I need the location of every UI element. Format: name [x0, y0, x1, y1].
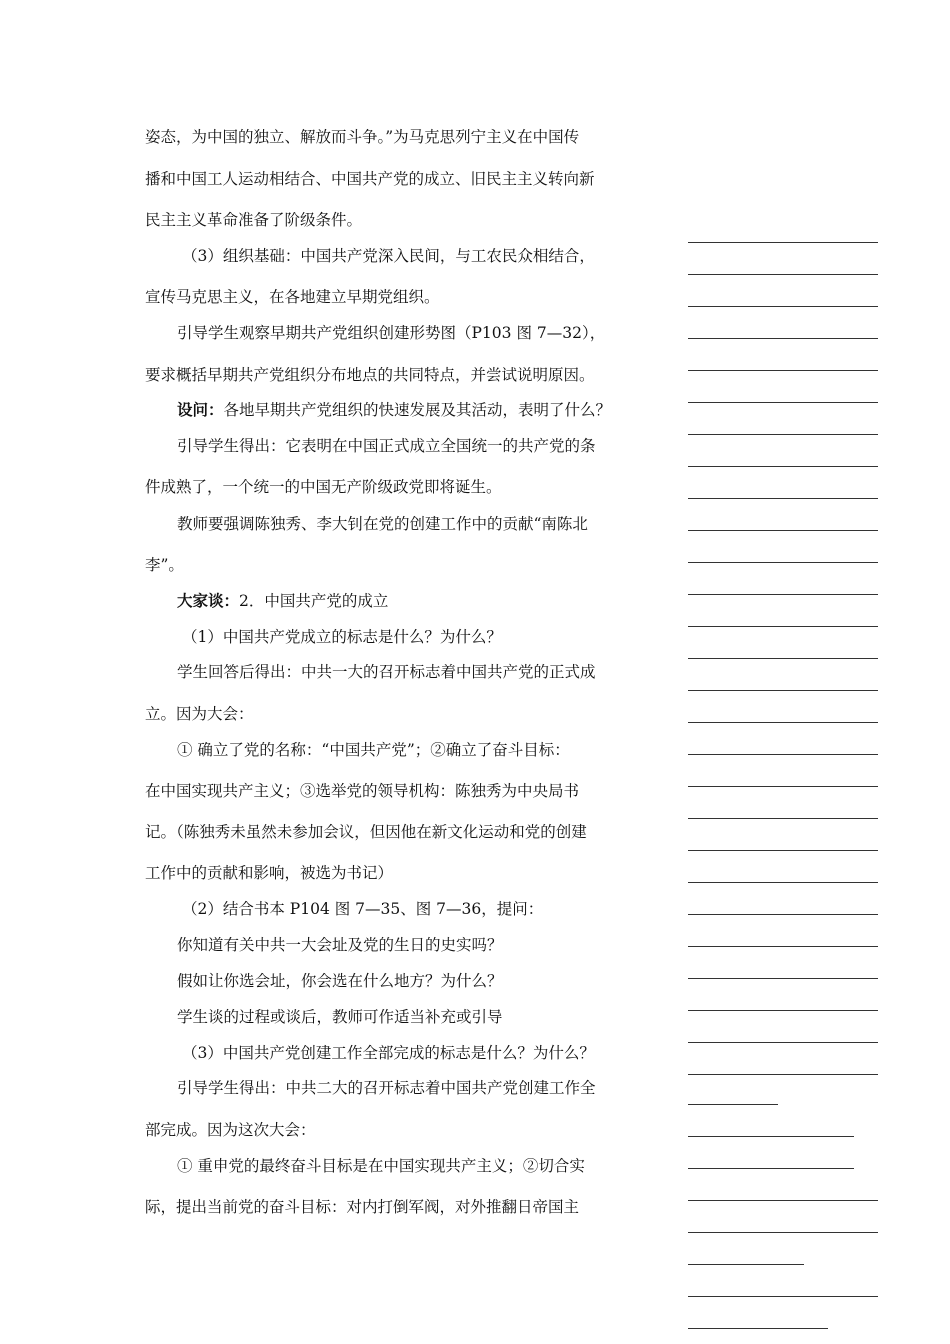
note-line — [688, 562, 878, 563]
text-line: （3）组织基础：中国共产党深入民间，与工农民众相结合， — [182, 247, 595, 265]
text-line: 播和中国工人运动相结合、中国共产党的成立、旧民主主义转向新 — [145, 170, 595, 188]
text-line — [177, 400, 611, 420]
text-line: 际，提出当前党的奋斗目标：对内打倒军阀，对外推翻日帝国主 — [145, 1198, 580, 1216]
text-line: 引导学生观察早期共产党组织创建形势图（P103 图 7—32）， — [177, 324, 606, 342]
note-line — [688, 690, 878, 691]
note-line — [688, 594, 878, 595]
note-line — [688, 754, 878, 755]
text-line: 李”。 — [145, 556, 184, 574]
note-line — [688, 1168, 854, 1169]
note-line — [688, 1010, 878, 1011]
note-line — [688, 882, 878, 883]
text-line: （3）中国共产党创建工作全部完成的标志是什么？为什么？ — [182, 1044, 595, 1062]
note-line — [688, 306, 878, 307]
text-line: 立。因为大会： — [145, 705, 254, 723]
text-line: 引导学生得出：它表明在中国正式成立全国统一的共产党的条 — [177, 437, 596, 455]
text-line: 引导学生得出：中共二大的召开标志着中国共产党创建工作全 — [177, 1079, 596, 1097]
text-line: （2）结合书本 P104 图 7—35、图 7—36，提问： — [182, 900, 544, 918]
text-line: 你知道有关中共一大会址及党的生日的史实吗？ — [177, 936, 503, 954]
note-line — [688, 1042, 878, 1043]
text-line: 姿态，为中国的独立、解放而斗争。”为马克思列宁主义在中国传 — [145, 128, 580, 146]
text-line: 假如让你选会址，你会选在什么地方？为什么？ — [177, 972, 503, 990]
note-line — [688, 850, 878, 851]
text-line: 民主主义革命准备了阶级条件。 — [145, 211, 363, 229]
note-line — [688, 402, 878, 403]
note-line — [688, 658, 878, 659]
text-line: 学生回答后得出：中共一大的召开标志着中国共产党的正式成 — [177, 663, 596, 681]
note-line — [688, 370, 878, 371]
note-line — [688, 914, 878, 915]
text-line: 宣传马克思主义，在各地建立早期党组织。 — [145, 288, 440, 306]
text-line: （1）中国共产党成立的标志是什么？为什么？ — [182, 628, 502, 646]
text-line: 件成熟了，一个统一的中国无产阶级政党即将诞生。 — [145, 478, 502, 496]
note-line — [688, 338, 878, 339]
note-line — [688, 626, 878, 627]
note-line — [688, 818, 878, 819]
note-line — [688, 1296, 878, 1297]
text-line: 在中国实现共产主义；③选举党的领导机构：陈独秀为中央局书 — [145, 782, 580, 800]
note-line — [688, 1232, 878, 1233]
note-line — [688, 1136, 854, 1137]
note-line — [688, 978, 878, 979]
text-line: 学生谈的过程或谈后，教师可作适当补充或引导 — [177, 1008, 503, 1026]
text-line — [177, 591, 388, 611]
note-line — [688, 1328, 828, 1329]
note-line — [688, 786, 878, 787]
text-line: ① 确立了党的名称：“中国共产党”；②确立了奋斗目标： — [177, 741, 570, 759]
note-line — [688, 466, 878, 467]
note-line — [688, 946, 878, 947]
note-line — [688, 242, 878, 243]
text-line: 记。（陈独秀未虽然未参加会议，但因他在新文化运动和党的创建 — [145, 823, 587, 841]
section-heading: 2．中国共产党的成立 — [239, 592, 389, 610]
note-line — [688, 530, 878, 531]
note-line — [688, 434, 878, 435]
note-line — [688, 274, 878, 275]
text-line: 要求概括早期共产党组织分布地点的共同特点，并尝试说明原因。 — [145, 366, 595, 384]
note-line — [688, 1200, 878, 1201]
text-line: 工作中的贡献和影响，被选为书记） — [145, 864, 394, 882]
note-line — [688, 1104, 778, 1105]
text-line: 部完成。因为这次大会： — [145, 1121, 316, 1139]
note-line — [688, 1074, 878, 1075]
question-label: 设问： — [177, 400, 224, 419]
text-line: ① 重申党的最终奋斗目标是在中国实现共产主义；②切合实 — [177, 1157, 585, 1175]
text-line: 教师要强调陈独秀、李大钊在党的创建工作中的贡献“南陈北 — [177, 515, 588, 533]
question-text: 各地早期共产党组织的快速发展及其活动，表明了什么？ — [223, 401, 612, 419]
note-line — [688, 1264, 804, 1265]
discussion-label: 大家谈： — [177, 591, 240, 610]
note-line — [688, 722, 878, 723]
note-line — [688, 498, 878, 499]
